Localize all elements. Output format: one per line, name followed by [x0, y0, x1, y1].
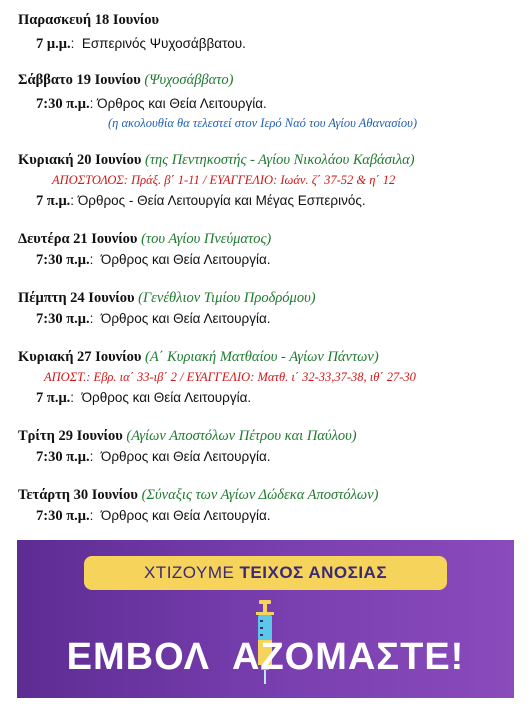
entry-1-heading [18, 72, 234, 89]
entry-2-service: Όρθρος - Θεία Λειτουργία και Μέγας Εσπερινός. [77, 193, 366, 208]
entry-5-readings: ΑΠΟΣΤ.: Εβρ. ια΄ 33-ιβ΄ 2 / ΕΥΑΓΓΕΛΙΟ: Ματθ. ι΄ 32-33,37-38, ιθ΄ 27-30 [44, 370, 416, 384]
entry-0-service: Εσπερινός Ψυχοσάββατου. [81, 36, 246, 51]
entry-0-schedule: 7 μ.μ.: Εσπερινός Ψυχοσάββατου. [36, 36, 246, 52]
vaccination-banner [17, 540, 514, 698]
banner-main-text-a: ΕΜΒΟΛ [66, 636, 210, 678]
entry-1-service: Όρθρος και Θεία Λειτουργία. [97, 96, 267, 111]
entry-1-feast: (Ψυχοσάββατο) [144, 72, 234, 88]
entry-6-day: Τρίτη 29 Ιουνίου [18, 428, 123, 444]
banner-pill [84, 556, 447, 590]
entry-5-schedule: 7 π.μ.: Όρθρος και Θεία Λειτουργία. [36, 390, 252, 406]
entry-6-time: 7:30 π.μ. [36, 449, 90, 465]
entry-0-day: Παρασκευή 18 Ιουνίου [18, 12, 160, 28]
entry-7-heading [18, 487, 378, 504]
entry-4-time: 7:30 π.μ. [36, 311, 90, 327]
entry-4-schedule: 7:30 π.μ.: Όρθρος και Θεία Λειτουργία. [36, 311, 271, 327]
entry-7-feast: (Σύναξις των Αγίων Δώδεκα Αποστόλων) [141, 487, 379, 503]
entry-5-time: 7 π.μ. [36, 390, 71, 406]
entry-1-time: 7:30 π.μ. [36, 96, 90, 112]
entry-6-service: Όρθρος και Θεία Λειτουργία. [100, 449, 271, 464]
entry-5-heading [18, 349, 379, 366]
entry-7-time: 7:30 π.μ. [36, 508, 90, 524]
entry-7-day: Τετάρτη 30 Ιουνίου [18, 487, 138, 503]
entry-3-time: 7:30 π.μ. [36, 252, 90, 268]
entry-2-schedule: 7 π.μ.: Όρθρος - Θεία Λειτουργία και Μέγας Εσπερινός. [36, 193, 366, 209]
entry-2-heading [18, 152, 415, 169]
entry-3-heading [18, 231, 271, 248]
entry-0-time: 7 μ.μ. [36, 36, 71, 52]
entry-3-service: Όρθρος και Θεία Λειτουργία. [100, 252, 271, 267]
entry-6-schedule: 7:30 π.μ.: Όρθρος και Θεία Λειτουργία. [36, 449, 271, 465]
entry-5-day: Κυριακή 27 Ιουνίου [18, 349, 142, 365]
entry-2-time: 7 π.μ. [36, 193, 71, 209]
entry-3-schedule: 7:30 π.μ.: Όρθρος και Θεία Λειτουργία. [36, 252, 271, 268]
banner-main-text-b: ΑΖΟΜΑΣΤΕ! [232, 636, 465, 678]
entry-3-feast: (του Αγίου Πνεύματος) [141, 231, 272, 247]
entry-0-heading [18, 12, 159, 29]
entry-5-feast: (Α΄ Κυριακή Ματθαίου - Αγίων Πάντων) [144, 349, 379, 365]
entry-2-feast: (της Πεντηκοστής - Αγίου Νικολάου Καβάσιλα) [144, 152, 415, 168]
entry-4-service: Όρθρος και Θεία Λειτουργία. [100, 311, 271, 326]
entry-7-schedule: 7:30 π.μ.: Όρθρος και Θεία Λειτουργία. [36, 508, 271, 524]
entry-1-day: Σάββατο 19 Ιουνίου [18, 72, 141, 88]
entry-4-feast: (Γενέθλιον Τιμίου Προδρόμου) [138, 290, 316, 306]
entry-2-readings: ΑΠΟΣΤΟΛΟΣ: Πράξ. β΄ 1-11 / ΕΥΑΓΓΕΛΙΟ: Ιωάν. ζ΄ 37-52 & η΄ 12 [52, 173, 396, 187]
entry-3-day: Δευτέρα 21 Ιουνίου [18, 231, 138, 247]
entry-4-heading [18, 290, 316, 307]
entry-1-note: (η ακολουθία θα τελεστεί στον Ιερό Ναό του Αγίου Αθανασίου) [108, 116, 417, 130]
entry-7-service: Όρθρος και Θεία Λειτουργία. [100, 508, 271, 523]
entry-1-schedule: 7:30 π.μ.: Όρθρος και Θεία Λειτουργία. [36, 96, 267, 112]
entry-6-heading [18, 428, 357, 445]
banner-pill-text-b: ΤΕΙΧΟΣ ΑΝΟΣΙΑΣ [239, 563, 388, 582]
banner-main-text [17, 636, 514, 679]
entry-4-day: Πέμπτη 24 Ιουνίου [18, 290, 135, 306]
entry-5-service: Όρθρος και Θεία Λειτουργία. [81, 390, 252, 405]
banner-pill-text-a: ΧΤΙΖΟΥΜΕ [143, 563, 240, 582]
entry-6-feast: (Αγίων Αποστόλων Πέτρου και Παύλου) [126, 428, 357, 444]
entry-2-day: Κυριακή 20 Ιουνίου [18, 152, 142, 168]
